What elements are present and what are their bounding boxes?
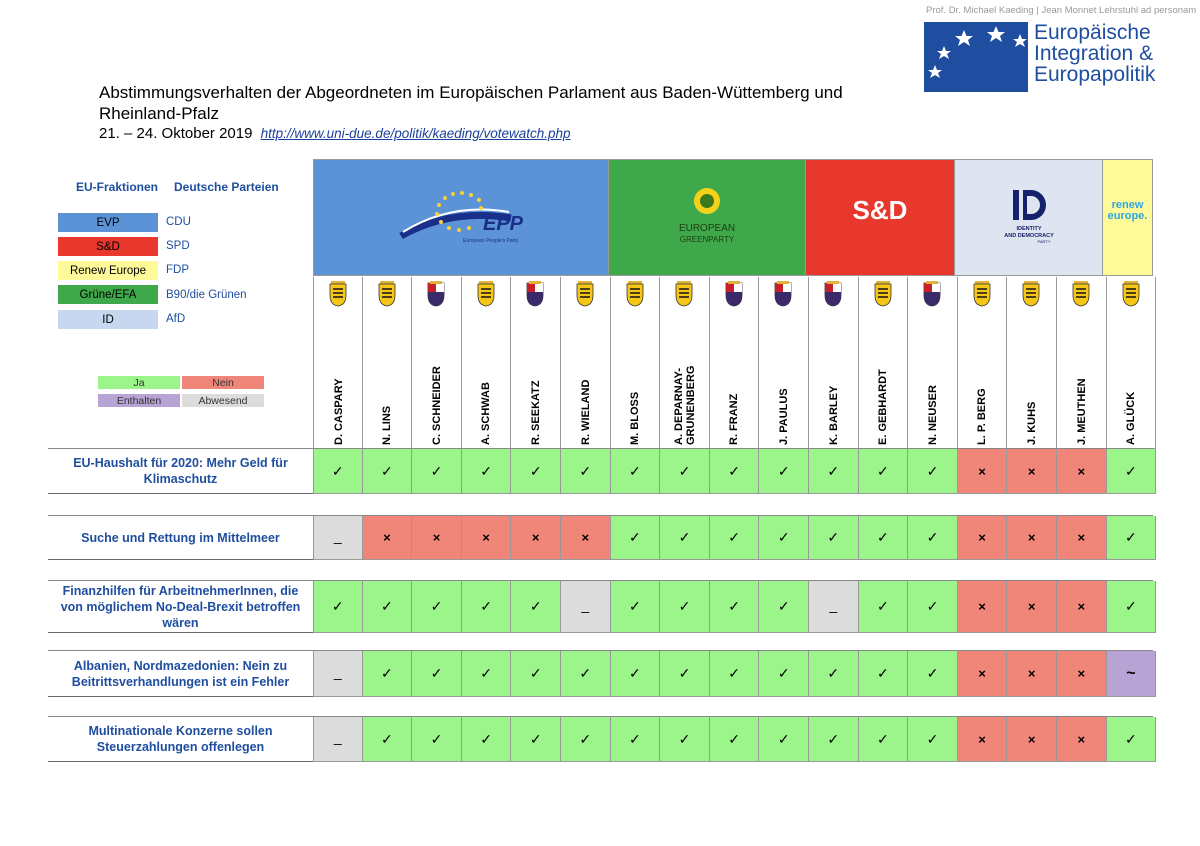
rlp-crest-icon [823, 281, 843, 307]
vote-cell [1107, 449, 1157, 494]
vote-topic-label: Suche und Rettung im Mittelmeer [48, 516, 313, 560]
vote-cell [859, 651, 909, 697]
vote-ja-icon: ✓ [381, 598, 393, 614]
vote-cell [1107, 651, 1157, 697]
vote-cell [462, 449, 512, 494]
vote-ja-icon: ✓ [926, 462, 939, 479]
group-header-id [955, 159, 1103, 276]
vote-cell [1107, 581, 1157, 633]
vote-ja-icon: ✓ [827, 730, 840, 747]
vote-ja-icon: ✓ [629, 598, 641, 614]
vote-nein-icon: × [1077, 530, 1086, 545]
svg-text:EPP: EPP [483, 212, 524, 235]
member-column-header [660, 277, 710, 449]
bw-crest-icon [674, 281, 694, 307]
vote-abw-icon: _ [333, 729, 342, 745]
vote-cell [710, 516, 760, 560]
member-name: E. GEBHARDT [877, 369, 890, 445]
vote-ja-icon: ✓ [629, 462, 641, 479]
vote-ja-icon: ✓ [777, 598, 790, 614]
vote-cell [611, 516, 661, 560]
vote-nein-icon: × [383, 530, 391, 545]
vote-ja-icon: ✓ [877, 665, 889, 681]
member-name: D. CASPARY [332, 378, 345, 445]
vote-cell [511, 449, 561, 494]
vote-cell [313, 651, 363, 697]
member-column-header [958, 277, 1008, 449]
vote-cell [1007, 581, 1057, 633]
vote-cell [809, 449, 859, 494]
vote-ja-icon: ✓ [1125, 730, 1137, 747]
vote-cell [611, 717, 661, 762]
vote-nein-icon: × [1077, 463, 1086, 479]
member-name: J. MEUTHEN [1075, 378, 1088, 445]
vote-nein-icon: × [978, 666, 986, 681]
vote-cell [1007, 717, 1057, 762]
vote-nein-icon: × [1077, 666, 1086, 681]
vote-nein-icon: × [1027, 599, 1036, 614]
legend-party-cdu: CDU [166, 216, 191, 228]
member-column-header [611, 277, 661, 449]
vote-ja-icon: ✓ [579, 730, 592, 747]
vote-cell [1007, 516, 1057, 560]
member-column-header [1107, 277, 1157, 449]
vote-cell [660, 449, 710, 494]
vote-cell [859, 449, 909, 494]
vote-cell [412, 516, 462, 560]
vote-ja-icon: ✓ [1125, 462, 1137, 479]
rlp-crest-icon [426, 281, 446, 307]
renew-logo: renew europe. [1107, 199, 1148, 222]
vote-ja-icon: ✓ [926, 730, 939, 747]
vote-cell [511, 717, 561, 762]
vote-ja-icon: ✓ [777, 730, 790, 747]
bw-crest-icon [1121, 281, 1141, 307]
vote-cell [1057, 717, 1107, 762]
vote-cell [1007, 651, 1057, 697]
vote-cell [1057, 516, 1107, 560]
vote-ja-icon: ✓ [1125, 598, 1137, 614]
legend-vote-ja: Ja [98, 376, 180, 389]
vote-cell [859, 516, 909, 560]
vote-ja-icon: ✓ [877, 598, 889, 614]
vote-cell [908, 651, 958, 697]
member-column-header [313, 277, 363, 449]
page-subtitle [99, 125, 571, 142]
vote-cell [660, 651, 710, 697]
vote-cell [462, 651, 512, 697]
vote-cell [412, 581, 462, 633]
vote-ja-icon: ✓ [678, 730, 691, 747]
vote-nein-icon: × [1077, 731, 1086, 747]
vote-ja-icon: ✓ [381, 462, 393, 479]
vote-cell [462, 717, 512, 762]
member-column-header [412, 277, 462, 449]
svg-text:PARTY: PARTY [1037, 238, 1050, 244]
vote-nein-icon: × [1027, 530, 1036, 545]
bw-crest-icon [972, 281, 992, 307]
vote-cell [611, 449, 661, 494]
vote-nein-icon: × [1077, 599, 1086, 614]
vote-cell [511, 581, 561, 633]
vote-ja-icon: ✓ [629, 730, 641, 747]
vote-cell [611, 651, 661, 697]
member-name: L. P. BERG [976, 388, 989, 445]
legend-party-greens: B90/die Grünen [166, 289, 247, 301]
vote-ja-icon: ✓ [827, 665, 840, 681]
vote-cell [511, 516, 561, 560]
vote-cell [710, 581, 760, 633]
legend-group-greens: Grüne/EFA [58, 285, 158, 304]
vote-ja-icon: ✓ [430, 462, 443, 479]
bw-crest-icon [328, 281, 348, 307]
vote-ja-icon: ✓ [529, 598, 542, 614]
vote-nein-icon: × [978, 599, 986, 614]
rlp-crest-icon [525, 281, 545, 307]
vote-cell [908, 449, 958, 494]
vote-nein-icon: × [531, 530, 540, 545]
member-name: N. LINS [381, 405, 394, 445]
vote-ja-icon: ✓ [877, 529, 889, 545]
member-name: J. PAULUS [777, 388, 790, 445]
vote-cell [1007, 449, 1057, 494]
vote-nein-icon: × [482, 530, 490, 545]
vote-cell [908, 516, 958, 560]
sd-logo-text: S&D [852, 195, 908, 225]
legend-group-evp: EVP [58, 213, 158, 232]
vote-ja-icon: ✓ [678, 598, 691, 614]
vote-cell [363, 717, 413, 762]
member-column-header [1057, 277, 1107, 449]
vote-cell [611, 581, 661, 633]
member-column-header [462, 277, 512, 449]
rlp-crest-icon [773, 281, 793, 307]
vote-cell [561, 717, 611, 762]
legend-group-id: ID [58, 310, 158, 329]
institute-name: Europäische Integration & Europapolitik [1034, 21, 1156, 86]
vote-ja-icon: ✓ [728, 665, 740, 681]
group-header-sd [806, 159, 955, 276]
vote-cell [1107, 516, 1157, 560]
vote-abw-icon: _ [333, 527, 342, 544]
date-range: 21. – 24. Oktober 2019 [99, 125, 253, 142]
svg-text:European People's Party: European People's Party [463, 237, 519, 244]
vote-abw-icon: _ [581, 596, 590, 613]
bw-crest-icon [377, 281, 397, 307]
vote-ja-icon: ✓ [777, 462, 790, 479]
eu-flag-logo [924, 22, 1028, 92]
vote-cell [759, 581, 809, 633]
vote-ja-icon: ✓ [629, 665, 641, 681]
member-column-header [511, 277, 561, 449]
vote-cell [809, 717, 859, 762]
vote-cell [462, 516, 512, 560]
id-logo-icon [989, 186, 1069, 250]
vote-ja-icon: ✓ [1125, 529, 1137, 545]
page-title: Abstimmungsverhalten der Abgeordneten im Europäischen Parlament aus Baden-Wüttemberg und Rheinland-Pfalz [99, 83, 843, 123]
bw-crest-icon [575, 281, 595, 307]
vote-nein-icon: × [978, 463, 986, 479]
legend-party-afd: AfD [166, 313, 186, 325]
vote-cell [1057, 651, 1107, 697]
vote-cell [710, 449, 760, 494]
vote-topic-label: Finanzhilfen für ArbeitnehmerInnen, die von möglichem No-Deal-Brexit betroffen wären [48, 581, 313, 633]
member-name: A. GLÜCK [1125, 391, 1138, 445]
group-header-epp [313, 159, 609, 276]
vote-ja-icon: ✓ [430, 730, 443, 747]
vote-ja-icon: ✓ [381, 665, 393, 681]
svg-text:AND DEMOCRACY: AND DEMOCRACY [1003, 232, 1054, 239]
vote-ja-icon: ✓ [331, 462, 344, 479]
vote-cell [363, 651, 413, 697]
vote-ja-icon: ✓ [728, 598, 740, 614]
member-name: J. KUHS [1025, 401, 1038, 445]
member-name: N. NEUSER [926, 385, 939, 445]
group-header-renew [1103, 159, 1153, 276]
vote-cell [363, 516, 413, 560]
vote-cell [313, 581, 363, 633]
vote-topic-label: EU-Haushalt für 2020: Mehr Geld für Klimaschutz [48, 449, 313, 494]
legend-group-renew: Renew Europe [58, 261, 158, 280]
legend-party-spd: SPD [166, 240, 190, 252]
vote-cell [660, 516, 710, 560]
vote-cell [561, 516, 611, 560]
vote-ja-icon: ✓ [926, 598, 939, 614]
vote-ja-icon: ✓ [629, 529, 641, 545]
member-name: R. SEEKATZ [529, 380, 542, 445]
member-column-header [908, 277, 958, 449]
vote-abw-icon: _ [333, 663, 342, 680]
vote-nein-icon: × [1027, 731, 1036, 747]
vote-ja-icon: ✓ [728, 529, 740, 545]
vote-enth-icon: ~ [1126, 664, 1136, 682]
vote-cell [958, 581, 1008, 633]
vote-cell [561, 449, 611, 494]
vote-topic-label: Multinationale Konzerne sollen Steuerzahlungen offenlegen [48, 717, 313, 762]
vote-nein-icon: × [978, 731, 986, 747]
vote-cell [809, 581, 859, 633]
vote-cell [710, 717, 760, 762]
vote-ja-icon: ✓ [430, 598, 443, 614]
vote-ja-icon: ✓ [678, 529, 691, 545]
legend-party-fdp: FDP [166, 264, 189, 276]
member-column-header [759, 277, 809, 449]
member-column-header [363, 277, 413, 449]
member-column-header [859, 277, 909, 449]
vote-ja-icon: ✓ [381, 730, 393, 747]
vote-cell [908, 581, 958, 633]
vote-nein-icon: × [581, 530, 590, 545]
vote-cell [759, 449, 809, 494]
vote-cell [313, 717, 363, 762]
vote-ja-icon: ✓ [579, 665, 592, 681]
vote-cell [710, 651, 760, 697]
member-name: R. WIELAND [579, 379, 592, 445]
vote-ja-icon: ✓ [777, 529, 790, 545]
rlp-crest-icon [724, 281, 744, 307]
vote-cell [412, 449, 462, 494]
vote-cell [809, 516, 859, 560]
vote-ja-icon: ✓ [529, 665, 542, 681]
vote-cell [363, 449, 413, 494]
bw-crest-icon [1021, 281, 1041, 307]
vote-ja-icon: ✓ [777, 665, 790, 681]
vote-nein-icon: × [1027, 463, 1036, 479]
vote-ja-icon: ✓ [480, 598, 492, 614]
vote-cell [958, 449, 1008, 494]
bw-crest-icon [1071, 281, 1091, 307]
member-column-header [1007, 277, 1057, 449]
vote-cell [561, 581, 611, 633]
vote-nein-icon: × [1027, 666, 1036, 681]
rlp-crest-icon [922, 281, 942, 307]
svg-text:EUROPEAN: EUROPEAN [678, 222, 736, 234]
vote-ja-icon: ✓ [480, 462, 492, 479]
vote-ja-icon: ✓ [579, 462, 592, 479]
vote-cell [561, 651, 611, 697]
vote-cell [660, 717, 710, 762]
member-name: C. SCHNEIDER [430, 366, 443, 445]
member-column-header [710, 277, 760, 449]
vote-cell [908, 717, 958, 762]
member-column-header [561, 277, 611, 449]
vote-topic-label: Albanien, Nordmazedonien: Nein zu Beitrittsverhandlungen ist ein Fehler [48, 651, 313, 697]
legend-vote-nein: Nein [182, 376, 264, 389]
vote-cell [1057, 449, 1107, 494]
legend-vote-abwesend: Abwesend [182, 394, 264, 407]
vote-cell [809, 651, 859, 697]
vote-ja-icon: ✓ [480, 665, 492, 681]
legend-head-groups: EU-Fraktionen [76, 180, 159, 194]
vote-cell [759, 717, 809, 762]
bw-crest-icon [873, 281, 893, 307]
vote-cell [313, 516, 363, 560]
group-header-greens [609, 159, 806, 276]
vote-cell [313, 449, 363, 494]
vote-cell [958, 717, 1008, 762]
vote-cell [511, 651, 561, 697]
vote-ja-icon: ✓ [678, 665, 691, 681]
epp-logo-icon [391, 188, 531, 248]
vote-nein-icon: × [978, 530, 986, 545]
vote-ja-icon: ✓ [827, 462, 840, 479]
vote-cell [859, 717, 909, 762]
vote-ja-icon: ✓ [827, 529, 840, 545]
vote-cell [462, 581, 512, 633]
vote-cell [958, 651, 1008, 697]
vote-cell [1107, 717, 1157, 762]
sunflower-icon [662, 183, 752, 253]
bw-crest-icon [476, 281, 496, 307]
vote-cell [412, 651, 462, 697]
bw-crest-icon [625, 281, 645, 307]
vote-ja-icon: ✓ [728, 462, 740, 479]
vote-cell [412, 717, 462, 762]
vote-cell [1057, 581, 1107, 633]
vote-ja-icon: ✓ [926, 665, 939, 681]
vote-ja-icon: ✓ [877, 462, 889, 479]
vote-nein-icon: × [432, 530, 441, 545]
vote-cell [660, 581, 710, 633]
vote-abw-icon: _ [829, 596, 838, 613]
legend-head-parties: Deutsche Parteien [174, 180, 279, 194]
svg-text:GREENPARTY: GREENPARTY [679, 234, 735, 244]
vote-ja-icon: ✓ [678, 462, 691, 479]
member-name: A. SCHWAB [480, 382, 493, 445]
member-name: A. DEPARNAY- GRUNENBERG [672, 365, 697, 445]
vote-ja-icon: ✓ [529, 462, 542, 479]
member-name: M. BLOSS [629, 391, 642, 445]
vote-cell [759, 516, 809, 560]
vote-ja-icon: ✓ [728, 730, 740, 747]
member-column-header [809, 277, 859, 449]
member-name: R. FRANZ [728, 393, 741, 445]
vote-ja-icon: ✓ [331, 598, 344, 614]
vote-ja-icon: ✓ [529, 730, 542, 747]
vote-ja-icon: ✓ [430, 665, 443, 681]
vote-cell [759, 651, 809, 697]
svg-text:IDENTITY: IDENTITY [1015, 225, 1042, 232]
vote-ja-icon: ✓ [926, 529, 939, 545]
legend-group-sd: S&D [58, 237, 158, 256]
legend-vote-enthalten: Enthalten [98, 394, 180, 407]
vote-cell [859, 581, 909, 633]
header-credit: Prof. Dr. Michael Kaeding | Jean Monnet Lehrstuhl ad personam [926, 5, 1197, 16]
vote-cell [958, 516, 1008, 560]
vote-cell [363, 581, 413, 633]
votewatch-link[interactable]: http://www.uni-due.de/politik/kaeding/votewatch.php [260, 126, 571, 141]
vote-ja-icon: ✓ [480, 730, 492, 747]
vote-ja-icon: ✓ [877, 730, 889, 747]
member-name: K. BARLEY [827, 385, 840, 445]
